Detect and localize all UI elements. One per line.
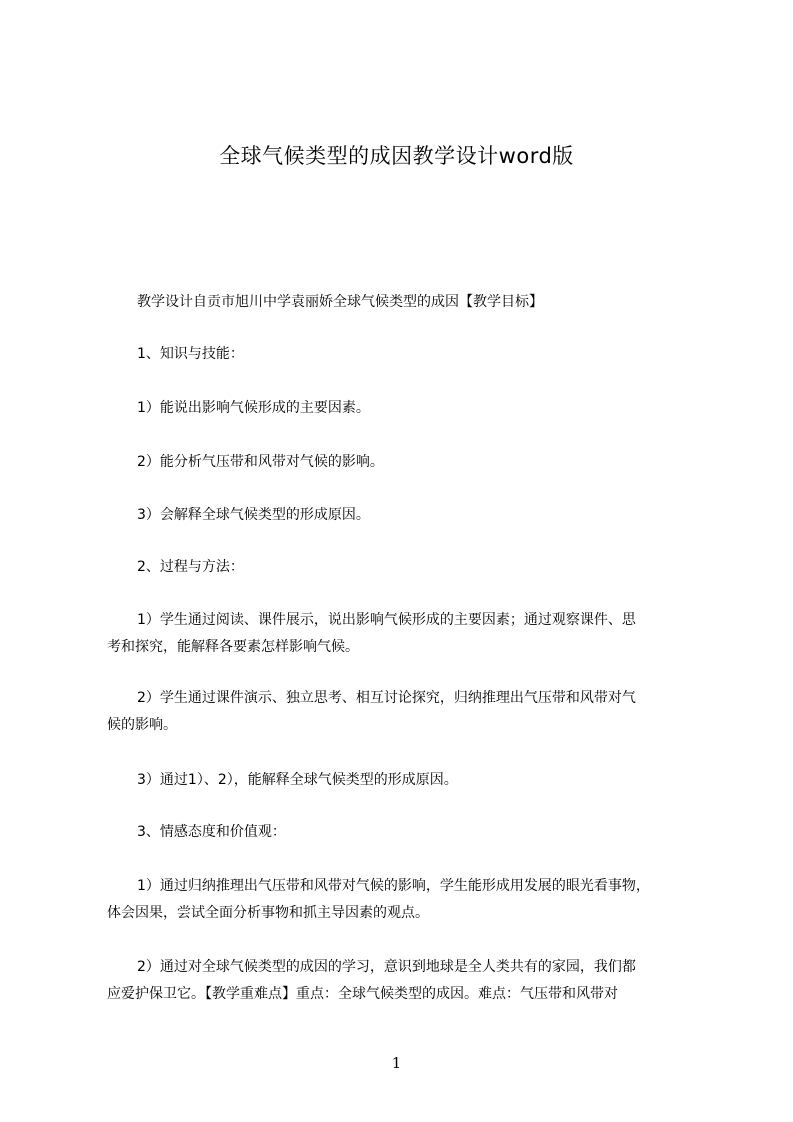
paragraph-line: 候的影响。	[107, 717, 177, 733]
heading-process-methods	[137, 554, 743, 581]
list-item	[107, 873, 713, 927]
paragraph-line: 考和探究，能解释各要素怎样影响气候。	[107, 639, 359, 655]
paragraph-line: 2）学生通过课件演示、独立思考、相互讨论探究，归纳推理出气压带和风带对气	[137, 690, 636, 706]
paragraph-line: 3）会解释全球气候类型的形成原因。	[137, 507, 370, 523]
list-item	[107, 607, 713, 661]
list-item	[137, 449, 743, 476]
paragraph-line: 3）通过1）、2），能解释全球气候类型的形成原因。	[137, 772, 458, 788]
paragraph-line: 教学设计自贡市旭川中学袁丽娇全球气候类型的成因【教学目标】	[137, 294, 543, 310]
list-item	[107, 685, 713, 739]
paragraph-line: 3、情感态度和价值观：	[137, 824, 286, 840]
paragraph-line: 1）通过归纳推理出气压带和风带对气候的影响，学生能形成用发展的眼光看事物，	[137, 878, 650, 894]
list-item	[137, 767, 743, 794]
paragraph-line: 2、过程与方法：	[137, 559, 244, 575]
paragraph-line: 1）学生通过阅读、课件展示，说出影响气候形成的主要因素；通过观察课件、思	[137, 612, 636, 628]
paragraph-line: 体会因果，尝试全面分析事物和抓主导因素的观点。	[107, 905, 429, 921]
paragraph-intro	[137, 289, 743, 316]
paragraph-line: 1、知识与技能：	[137, 346, 244, 362]
paragraph-line: 应爱护保卫它。【教学重难点】重点：全球气候类型的成因。难点：气压带和风带对	[107, 986, 618, 1002]
list-item	[137, 502, 743, 529]
heading-attitudes-values	[137, 819, 743, 846]
document-title: 全球气候类型的成因教学设计word版	[219, 144, 574, 168]
paragraph-line: 2）能分析气压带和风带对气候的影响。	[137, 454, 384, 470]
list-item	[107, 954, 713, 1008]
page-number: 1	[391, 1054, 402, 1072]
list-item	[137, 395, 743, 422]
heading-knowledge-skills	[137, 341, 743, 368]
paragraph-line: 1）能说出影响气候形成的主要因素。	[137, 400, 370, 416]
paragraph-line: 2）通过对全球气候类型的成因的学习，意识到地球是全人类共有的家园，我们都	[137, 959, 636, 975]
